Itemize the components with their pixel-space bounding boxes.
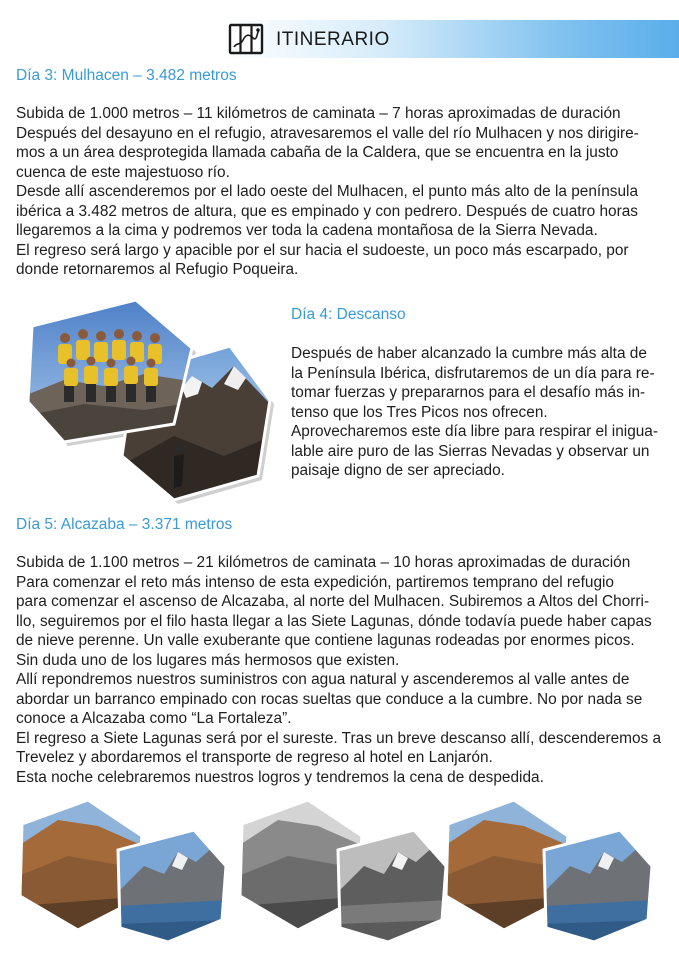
day5-title: Día 5: Alcazaba – 3.371 metros bbox=[16, 516, 233, 533]
day3-line: El regreso será largo y apacible por el sur hacia el sudoeste, un poco más escarpado, por bbox=[16, 241, 629, 259]
day4-line: lable aire puro de las Sierras Nevadas y observar un bbox=[291, 442, 650, 460]
day5-line: de nieve perenne. Un valle exuberante que contiene lagunas rodeadas por enormes picos. bbox=[16, 632, 635, 649]
day5-text bbox=[16, 553, 661, 787]
day3-line: mos a un área desprotegida llamada cabaña de la Caldera, que se encuentra en la justo bbox=[16, 144, 619, 161]
day5-line: Para comenzar el reto más intenso de esta expedición, partiremos temprano del refugio bbox=[16, 573, 614, 591]
day3-line: Subida de 1.000 metros – 11 kilómetros de caminata – 7 horas aproximadas de duración bbox=[16, 105, 621, 122]
day5-line: abordar un barranco empinado con rocas sueltas que conduce a la cumbre. No por nada se bbox=[16, 690, 643, 708]
mountain-lake-photo-color bbox=[18, 796, 228, 946]
day5-line: Esta noche celebraremos nuestros logros y tendremos la cena de despedida. bbox=[16, 768, 544, 786]
group-summit-photo bbox=[24, 286, 276, 510]
day5-line: El regreso a Siete Lagunas será por el sureste. Tras un breve descanso allí, descenderemos a bbox=[16, 729, 662, 747]
mountain-lake-photo-color-2 bbox=[444, 796, 654, 946]
day5-line: Subida de 1.100 metros – 21 kilómetros de caminata – 10 horas aproximadas de duración bbox=[16, 554, 631, 571]
day5-line: Allí repondremos nuestros suministros con agua natural y ascenderemos al valle antes de bbox=[16, 671, 630, 688]
mountain-lake-photo-grayscale bbox=[238, 796, 448, 946]
day5-line: llo, seguiremos por el filo hasta llegar a las Siete Lagunas, dónde todavía puede haber capas bbox=[16, 612, 652, 630]
day4-text bbox=[291, 344, 658, 481]
day4-line: Aprovecharemos este día libre para respirar el inigua- bbox=[291, 423, 658, 440]
day5-line: conoce a Alcazaba como “La Fortaleza”. bbox=[16, 710, 292, 727]
map-icon bbox=[228, 22, 264, 56]
day4-title: Día 4: Descanso bbox=[291, 306, 406, 323]
day3-title: Día 3: Mulhacen – 3.482 metros bbox=[16, 67, 237, 84]
day3-line: Después del desayuno en el refugio, atravesaremos el valle del río Mulhacen y nos dirigire- bbox=[16, 124, 639, 142]
day5-line: Trevelez y abordaremos el transporte de regreso al hotel en Lanjarón. bbox=[16, 749, 493, 766]
day3-line: Desde allí ascenderemos por el lado oeste del Mulhacen, el punto más alto de la península bbox=[16, 183, 638, 200]
day4-line: tomar fuerzas y prepararnos para el desafío más in- bbox=[291, 384, 646, 401]
page-title: ITINERARIO bbox=[276, 29, 390, 50]
day5-line: para comenzar el ascenso de Alcazaba, al norte del Mulhacen. Subiremos a Altos del Chorri- bbox=[16, 593, 650, 610]
day4-line: paisaje digno de ser apreciado. bbox=[291, 462, 505, 479]
day4-line: Después de haber alcanzado la cumbre más alta de bbox=[291, 345, 647, 362]
day3-line: ibérica a 3.482 metros de altura, que es empinado y con pedrero. Después de cuatro horas bbox=[16, 202, 638, 220]
day3-line: cuenca de este majestuoso río. bbox=[16, 163, 230, 181]
day5-line: Sin duda uno de los lugares más hermosos que existen. bbox=[16, 651, 400, 669]
day3-line: llegaremos a la cima y podremos ver toda la cadena montañosa de la Sierra Nevada. bbox=[16, 222, 598, 239]
day3-text bbox=[16, 104, 639, 280]
day3-line: donde retornaremos al Refugio Poqueira. bbox=[16, 261, 299, 278]
day4-line: la Península Ibérica, disfrutaremos de un día para re- bbox=[291, 364, 655, 382]
day4-line: tenso que los Tres Picos nos ofrecen. bbox=[291, 403, 548, 421]
